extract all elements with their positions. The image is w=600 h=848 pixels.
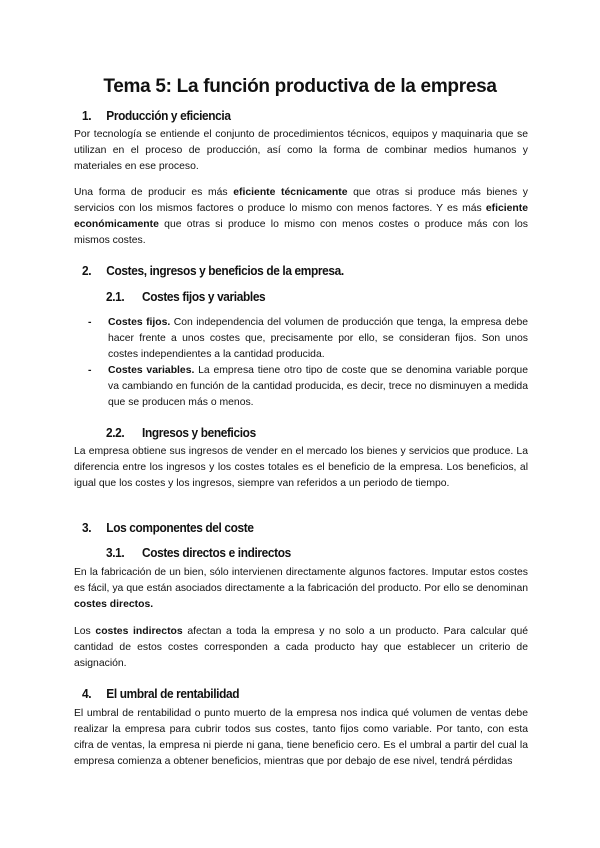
subsection-number: 3.1. — [106, 545, 125, 560]
paragraph-eficiencia — [74, 185, 528, 249]
section-heading-2 — [82, 263, 344, 278]
section-number: 4. — [82, 686, 92, 701]
section-number: 3. — [82, 520, 92, 535]
section-number: 1. — [82, 108, 92, 123]
text-run: afectan a toda la empresa y no solo a un producto. Para calcular qué cantidad de estos costes corresponden a cada producto hay que establecer un criterio de asignación. — [74, 626, 529, 669]
section-heading-3 — [82, 520, 254, 535]
text-run: Una forma de producir es más — [74, 187, 234, 198]
section-number: 2. — [82, 263, 92, 278]
paragraph-umbral: El umbral de rentabilidad o punto muerto de la empresa nos indica qué volumen de ventas debe realizar la empresa para cubrir todos sus costes, tanto fijos como variable. Por tanto, con esta cifra de ventas, la empresa ni pierde ni gana, tiene beneficio cero. Es el umbral a partir del cual la empresa comienza a obtener beneficios, mientras que por debajo de ese nivel, tendrá pérdidas — [74, 708, 528, 767]
section-heading-4 — [82, 686, 239, 701]
subsection-number: 2.1. — [106, 289, 125, 304]
subsection-number: 2.2. — [106, 425, 125, 440]
bold-term: costes indirectos — [95, 626, 183, 637]
bullet-dash: - — [88, 317, 92, 328]
section-title: Costes, ingresos y beneficios de la empresa. — [106, 263, 344, 278]
bold-term: costes directos. — [74, 599, 154, 610]
bold-term: eficiente económicamente — [74, 203, 528, 230]
bold-term: Costes variables. — [108, 365, 195, 376]
costes-list — [88, 315, 528, 411]
section-title: Los componentes del coste — [106, 520, 254, 535]
text-run: Los — [74, 626, 96, 637]
bullet-dash: - — [88, 365, 92, 376]
section-title: El umbral de rentabilidad — [106, 686, 240, 701]
subsection-heading-3-1 — [106, 545, 291, 560]
paragraph-ingresos: La empresa obtiene sus ingresos de vender en el mercado los bienes y servicios que produce. La diferencia entre los ingresos y los costes totales es el beneficio de la empresa. Los beneficios, al igual que los costes y los ingresos, siempre van referidos a un periodo de tiempo. — [74, 446, 528, 489]
subsection-heading-2-1 — [106, 289, 265, 304]
text-run: La empresa tiene otro tipo de coste que se denomina variable porque va cambiando en función de la cantidad producida, es decir, trece no disminuyen a medida que se producen más o menos. — [108, 365, 528, 408]
subsection-title: Costes directos e indirectos — [142, 545, 291, 560]
subsection-heading-2-2 — [106, 425, 256, 440]
list-item — [88, 315, 528, 363]
text-run: En la fabricación de un bien, sólo intervienen directamente algunos factores. Imputar estos costes es fácil, ya que están asociados directamente a la fabricación del producto. Por ello se denominan — [74, 567, 528, 594]
paragraph-tecnologia: Por tecnología se entiende el conjunto de procedimientos técnicos, equipos y maquinaria que se utilizan en el proceso de producción, así como la forma de combinar medios humanos y materiales en ese proceso. — [74, 129, 528, 172]
paragraph-costes-directos — [74, 565, 528, 613]
section-heading-1 — [82, 108, 231, 123]
text-run: que otras si produce lo mismo con menos costes o produce más con los mismos costes. — [74, 219, 528, 246]
paragraph-costes-indirectos — [74, 624, 528, 672]
list-item — [88, 363, 528, 411]
bold-term: Costes fijos. — [108, 317, 171, 328]
text-run: que otras si produce más bienes y servicios con los mismos factores o produce lo mismo con menos factores. Y es más — [74, 187, 528, 214]
text-run: Con independencia del volumen de producción que tenga, la empresa debe hacer frente a unos costes que, precisamente por ello, se consideran fijos. Son unos costes independientes a la cantidad producida. — [108, 317, 529, 360]
subsection-title: Ingresos y beneficios — [142, 425, 256, 440]
page-title: Tema 5: La función productiva de la empresa — [103, 76, 497, 97]
bold-term: eficiente técnicamente — [233, 187, 348, 198]
section-title: Producción y eficiencia — [106, 108, 231, 123]
subsection-title: Costes fijos y variables — [142, 289, 266, 304]
